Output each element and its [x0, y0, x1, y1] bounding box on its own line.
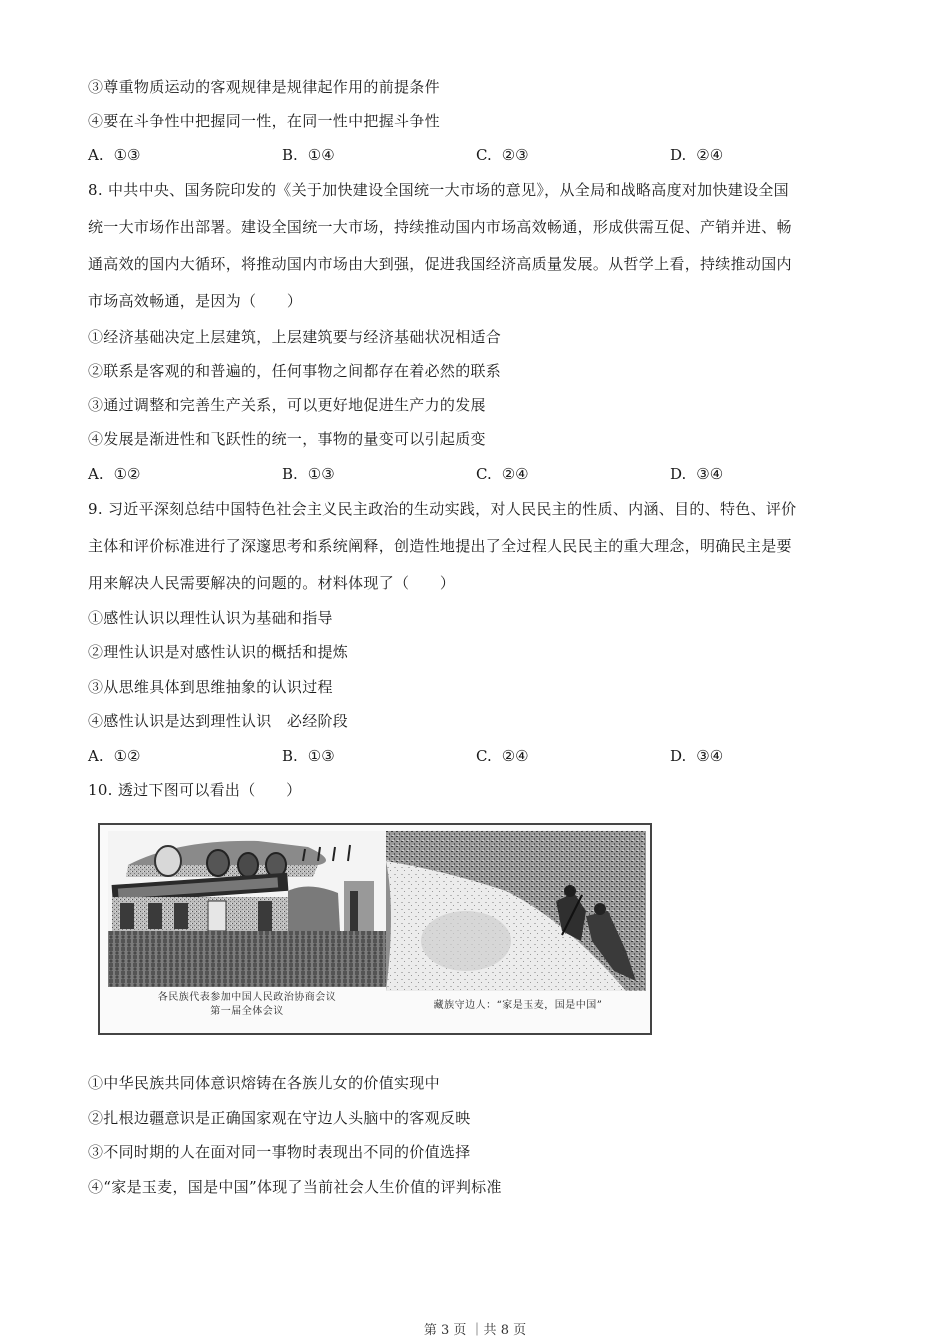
q8-statement-3: ③通过调整和完善生产关系，可以更好地促进生产力的发展 — [88, 396, 486, 414]
q7-statement-4: ④要在斗争性中把握同一性，在同一性中把握斗争性 — [88, 112, 440, 130]
option-letter: D. — [670, 747, 687, 765]
option-letter: C. — [476, 146, 492, 164]
q9-statement-3: ③从思维具体到思维抽象的认识过程 — [88, 678, 333, 696]
q9-stem-line-2: 主体和评价标准进行了深邃思考和系统阐释，创造性地提出了全过程人民民主的重大理念，明确民主是要 — [88, 537, 792, 555]
option-letter: C. — [476, 465, 492, 483]
q10-statement-3: ③不同时期的人在面对同一事物时表现出不同的价值选择 — [88, 1143, 471, 1161]
option-letter: B. — [282, 465, 298, 483]
option-letter: C. — [476, 747, 492, 765]
option-value: ③④ — [696, 747, 724, 765]
q7-option-c[interactable] — [476, 145, 529, 165]
q9-option-d[interactable] — [670, 746, 723, 766]
option-letter: D. — [670, 146, 687, 164]
option-value: ②④ — [696, 146, 724, 164]
q9-options — [88, 746, 868, 766]
q9-option-b[interactable] — [282, 746, 335, 766]
right-photo-caption: 藏族守边人：“家是玉麦，国是中国” — [433, 1000, 603, 1011]
option-value: ②④ — [501, 747, 529, 765]
option-letter: A. — [88, 747, 104, 765]
option-value: ②④ — [501, 465, 529, 483]
q7-options — [88, 145, 868, 165]
q10-stem: 10. 透过下图可以看出（ ） — [88, 781, 302, 799]
option-letter: A. — [88, 465, 104, 483]
q8-option-d[interactable] — [670, 464, 723, 484]
q8-options — [88, 464, 868, 484]
option-value: ①② — [113, 747, 141, 765]
option-value: ①④ — [307, 146, 335, 164]
left-photo-caption — [108, 991, 386, 1019]
q8-option-a[interactable] — [88, 464, 141, 484]
q9-option-c[interactable] — [476, 746, 529, 766]
q8-statement-1: ①经济基础决定上层建筑，上层建筑要与经济基础状况相适合 — [88, 328, 502, 346]
q10-statement-2: ②扎根边疆意识是正确国家观在守边人头脑中的客观反映 — [88, 1109, 471, 1127]
option-letter: B. — [282, 747, 298, 765]
left-caption-line-1: 各民族代表参加中国人民政治协商会议 — [157, 992, 337, 1003]
q10-statement-4: ④“家是玉麦，国是中国”体现了当前社会人生价值的评判标准 — [88, 1178, 502, 1196]
option-value: ①③ — [307, 465, 335, 483]
option-value: ①③ — [113, 146, 141, 164]
option-value: ③④ — [696, 465, 724, 483]
option-letter: B. — [282, 146, 298, 164]
option-value: ①② — [113, 465, 141, 483]
option-letter: A. — [88, 146, 104, 164]
option-value: ②③ — [501, 146, 529, 164]
q8-statement-4: ④发展是渐进性和飞跃性的统一，事物的量变可以引起质变 — [88, 430, 486, 448]
q8-option-b[interactable] — [282, 464, 335, 484]
q7-statement-3: ③尊重物质运动的客观规律是规律起作用的前提条件 — [88, 78, 440, 96]
q7-option-d[interactable] — [670, 145, 723, 165]
q8-stem-line-3: 通高效的国内大循环，将推动国内市场由大到强，促进我国经济高质量发展。从哲学上看，持续推动国内 — [88, 255, 792, 273]
q9-stem-line-1: 9. 习近平深刻总结中国特色社会主义民主政治的生动实践，对人民民主的性质、内涵、目的、特色、评价 — [88, 500, 797, 518]
q7-option-b[interactable] — [282, 145, 335, 165]
q9-statement-4: ④感性认识是达到理性认识 必经阶段 — [88, 712, 349, 730]
q9-statement-1: ①感性认识以理性认识为基础和指导 — [88, 609, 333, 627]
q10-statement-1: ①中华民族共同体意识熔铸在各族儿女的价值实现中 — [88, 1074, 440, 1092]
q8-stem-line-4: 市场高效畅通，是因为（ ） — [88, 292, 303, 310]
q10-figure — [98, 823, 652, 1035]
q9-stem-line-3: 用来解决人民需要解决的问题的。材料体现了（ ） — [88, 574, 456, 592]
q9-option-a[interactable] — [88, 746, 141, 766]
option-letter: D. — [670, 465, 687, 483]
q8-statement-2: ②联系是客观的和普遍的，任何事物之间都存在着必然的联系 — [88, 362, 502, 380]
photo-cppcc-conference — [108, 831, 386, 987]
q8-option-c[interactable] — [476, 464, 529, 484]
page-number: 第 3 页 ｜共 8 页 — [423, 1323, 527, 1338]
q8-stem-line-2: 统一大市场作出部署。建设全国统一大市场，持续推动国内市场高效畅通，形成供需互促、产销并进、畅 — [88, 218, 792, 236]
left-caption-line-2: 第一届全体会议 — [210, 1006, 284, 1017]
q8-stem-line-1: 8. 中共中央、国务院印发的《关于加快建设全国统一大市场的意见》，从全局和战略高度对加快建设全国 — [88, 181, 789, 199]
q9-statement-2: ②理性认识是对感性认识的概括和提炼 — [88, 643, 349, 661]
q7-option-a[interactable] — [88, 145, 141, 165]
option-value: ①③ — [307, 747, 335, 765]
photo-tibetan-border-guard — [386, 831, 646, 991]
